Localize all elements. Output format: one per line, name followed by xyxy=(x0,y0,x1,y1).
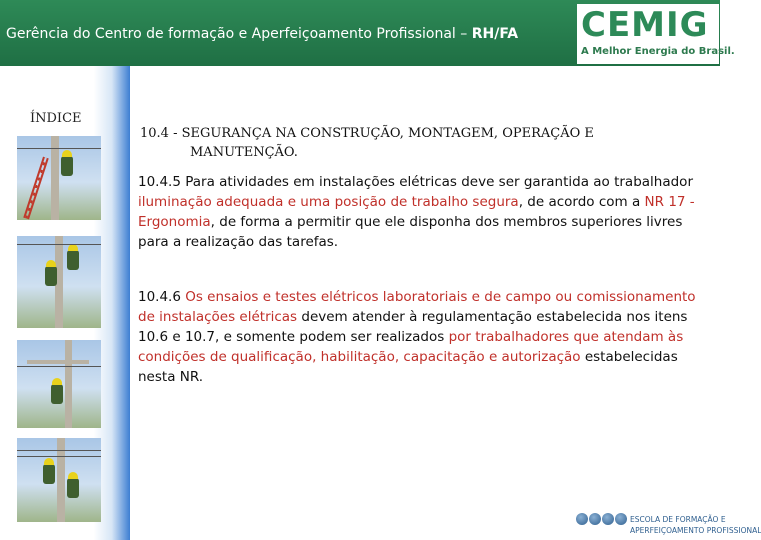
cemig-logo xyxy=(577,4,735,64)
school-logo-line2: APERFEIÇOAMENTO PROFISSIONAL xyxy=(630,526,761,535)
para-1046-highlight-1: Os ensaios e testes elétricos laboratoriais e de campo ou comissionamento de instalações elétricas xyxy=(138,289,696,325)
para-1046-text-1: 10.4.6 xyxy=(138,289,186,305)
para-1046-highlight-2: por trabalhadores que atendam às condições de qualificação, habilitação, capacitação e autorização xyxy=(138,329,684,365)
section-title-line2: MANUTENÇÃO. xyxy=(190,145,298,160)
photo-workers-lineman xyxy=(17,438,101,522)
para-1045-text-1: 10.4.5 Para atividades em instalações elétricas deve ser garantida ao trabalhador xyxy=(138,174,693,190)
photo-worker-ladder xyxy=(17,136,101,220)
photo-worker-crossarm xyxy=(17,340,101,428)
school-logo-text xyxy=(630,514,761,536)
header-title-strong: RH/FA xyxy=(471,26,519,42)
index-link[interactable]: ÍNDICE xyxy=(30,111,82,126)
cemig-logo-tagline: A Melhor Energia do Brasil. xyxy=(581,46,735,57)
para-1045-text-2: , de acordo com a xyxy=(518,194,645,210)
paragraph-10-4-6 xyxy=(138,287,698,387)
school-logo-line1: ESCOLA DE FORMAÇÃO E xyxy=(630,515,726,524)
para-1045-highlight-2: NR 17 - Ergonomia xyxy=(138,194,695,230)
cemig-logo-word: CEMIG xyxy=(581,5,709,45)
section-title-line1: 10.4 - SEGURANÇA NA CONSTRUÇÃO, MONTAGEM, OPERAÇÃO E xyxy=(140,126,594,141)
para-1046-text-2: devem atender à regulamentação estabelecida nos itens 10.6 e 10.7, e somente podem ser realizados xyxy=(138,309,688,345)
header-title xyxy=(6,26,518,42)
para-1045-text-3: , de forma a permitir que ele disponha dos membros superiores livres para a realização das tarefas. xyxy=(138,214,683,250)
header-title-main: Gerência do Centro de formação e Aperfeiçoamento Profissional – xyxy=(6,26,472,42)
paragraph-10-4-5 xyxy=(138,172,698,252)
header-bar xyxy=(0,0,735,66)
school-logo-mark xyxy=(576,513,636,529)
para-1045-highlight-1: iluminação adequada e uma posição de trabalho segura xyxy=(138,194,519,210)
photo-workers-pole xyxy=(17,236,101,328)
school-logo xyxy=(576,510,761,538)
section-title xyxy=(140,124,680,162)
para-1046-text-3: estabelecidas nesta NR. xyxy=(138,349,678,385)
